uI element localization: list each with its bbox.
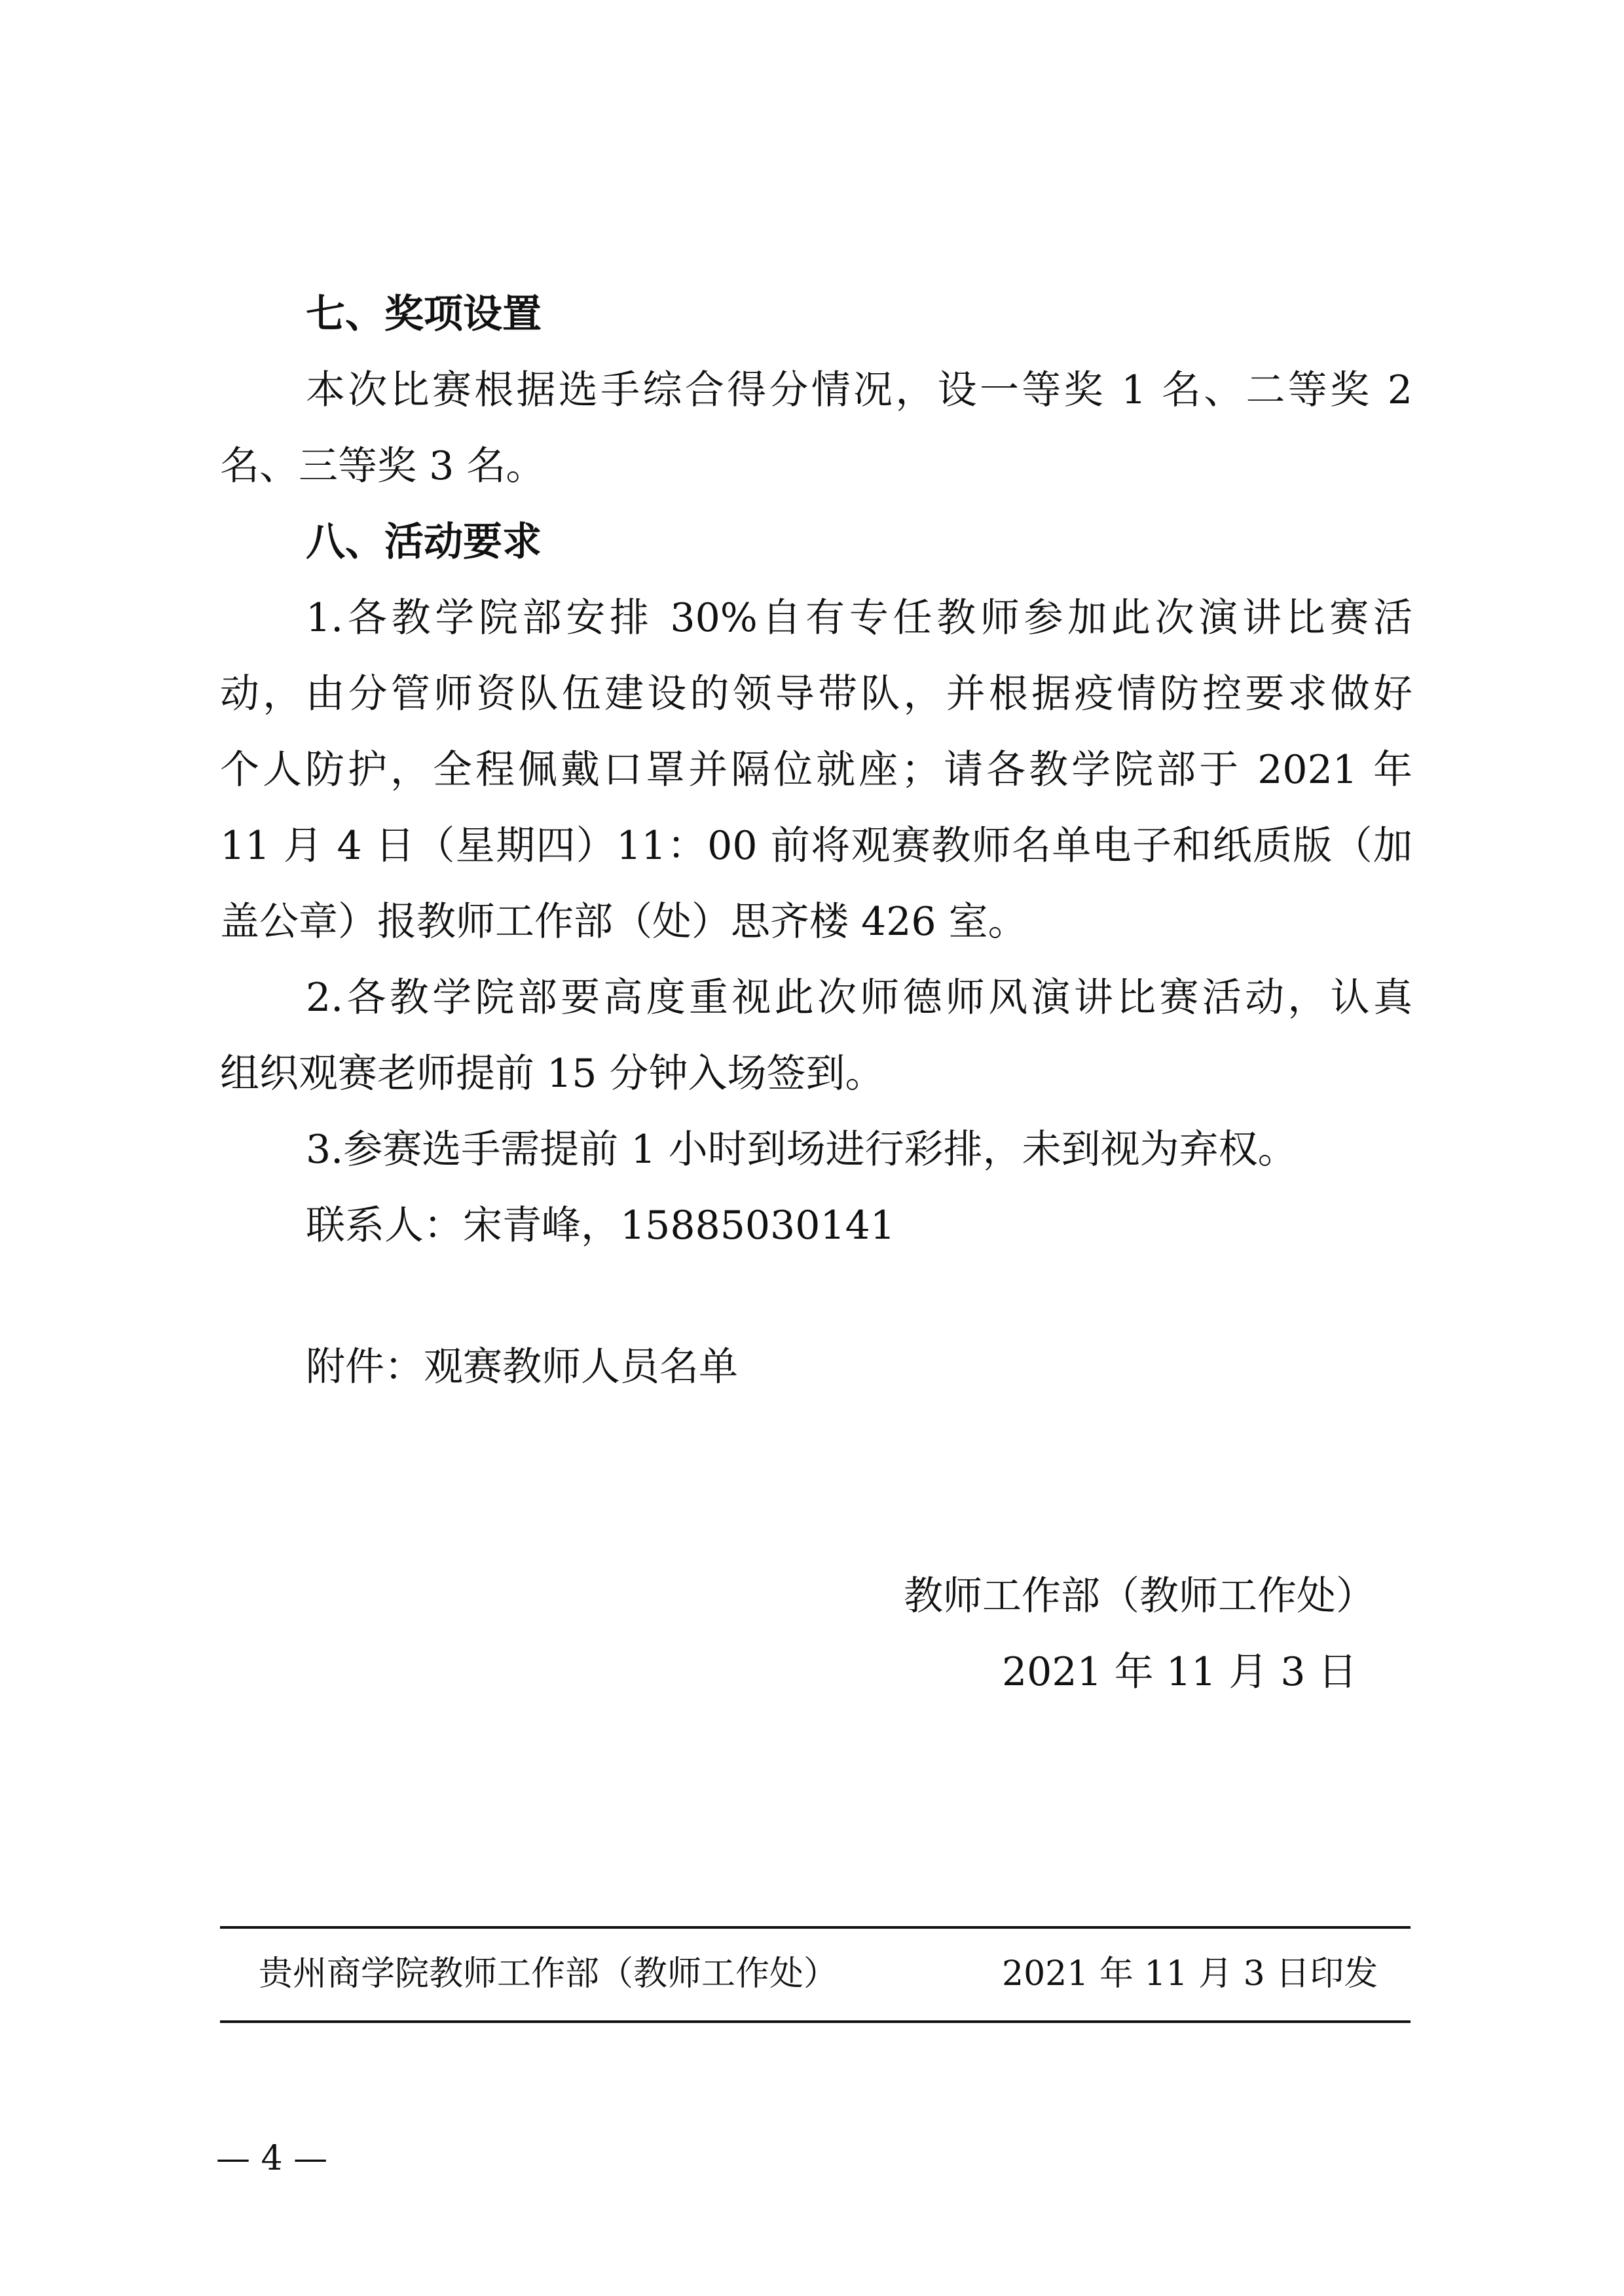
awards-heading: 七、奖项设置 [306,291,542,337]
signature-organization: 教师工作部（教师工作处） [904,1573,1375,1619]
footer-bottom-rule [220,2020,1411,2023]
awards-paragraph-line-2: 名、三等奖 3 名。 [220,443,545,489]
contact-line: 联系人：宋青峰，15885030141 [306,1203,895,1248]
page-number: — 4 — [216,2139,328,2178]
requirement-1-line-1: 1.各教学院部安排 30%自有专任教师参加此次演讲比赛活 [306,595,1412,641]
awards-paragraph-line-1: 本次比赛根据选手综合得分情况，设一等奖 1 名、二等奖 2 [306,367,1412,413]
footer-issuer: 贵州商学院教师工作部（教师工作处） [259,1954,838,1994]
requirement-2-line-2: 组织观赛老师提前 15 分钟入场签到。 [220,1051,885,1097]
requirement-1-line-2: 动，由分管师资队伍建设的领导带队，并根据疫情防控要求做好 [220,671,1412,717]
footer-top-rule [220,1926,1411,1929]
requirement-1-line-3: 个人防护，全程佩戴口罩并隔位就座；请各教学院部于 2021 年 [220,747,1412,793]
requirement-3: 3.参赛选手需提前 1 小时到场进行彩排，未到视为弃权。 [306,1127,1297,1173]
requirement-2-line-1: 2.各教学院部要高度重视此次师德师风演讲比赛活动，认真 [306,975,1412,1021]
requirements-heading: 八、活动要求 [306,519,542,565]
footer-issue-date: 2021 年 11 月 3 日印发 [1002,1954,1378,1994]
attachment-line: 附件：观赛教师人员名单 [306,1344,738,1390]
signature-date: 2021 年 11 月 3 日 [1002,1649,1357,1695]
requirement-1-line-5: 盖公章）报教师工作部（处）思齐楼 426 室。 [220,899,1027,945]
requirement-1-line-4: 11 月 4 日（星期四）11：00 前将观赛教师名单电子和纸质版（加 [220,823,1412,869]
